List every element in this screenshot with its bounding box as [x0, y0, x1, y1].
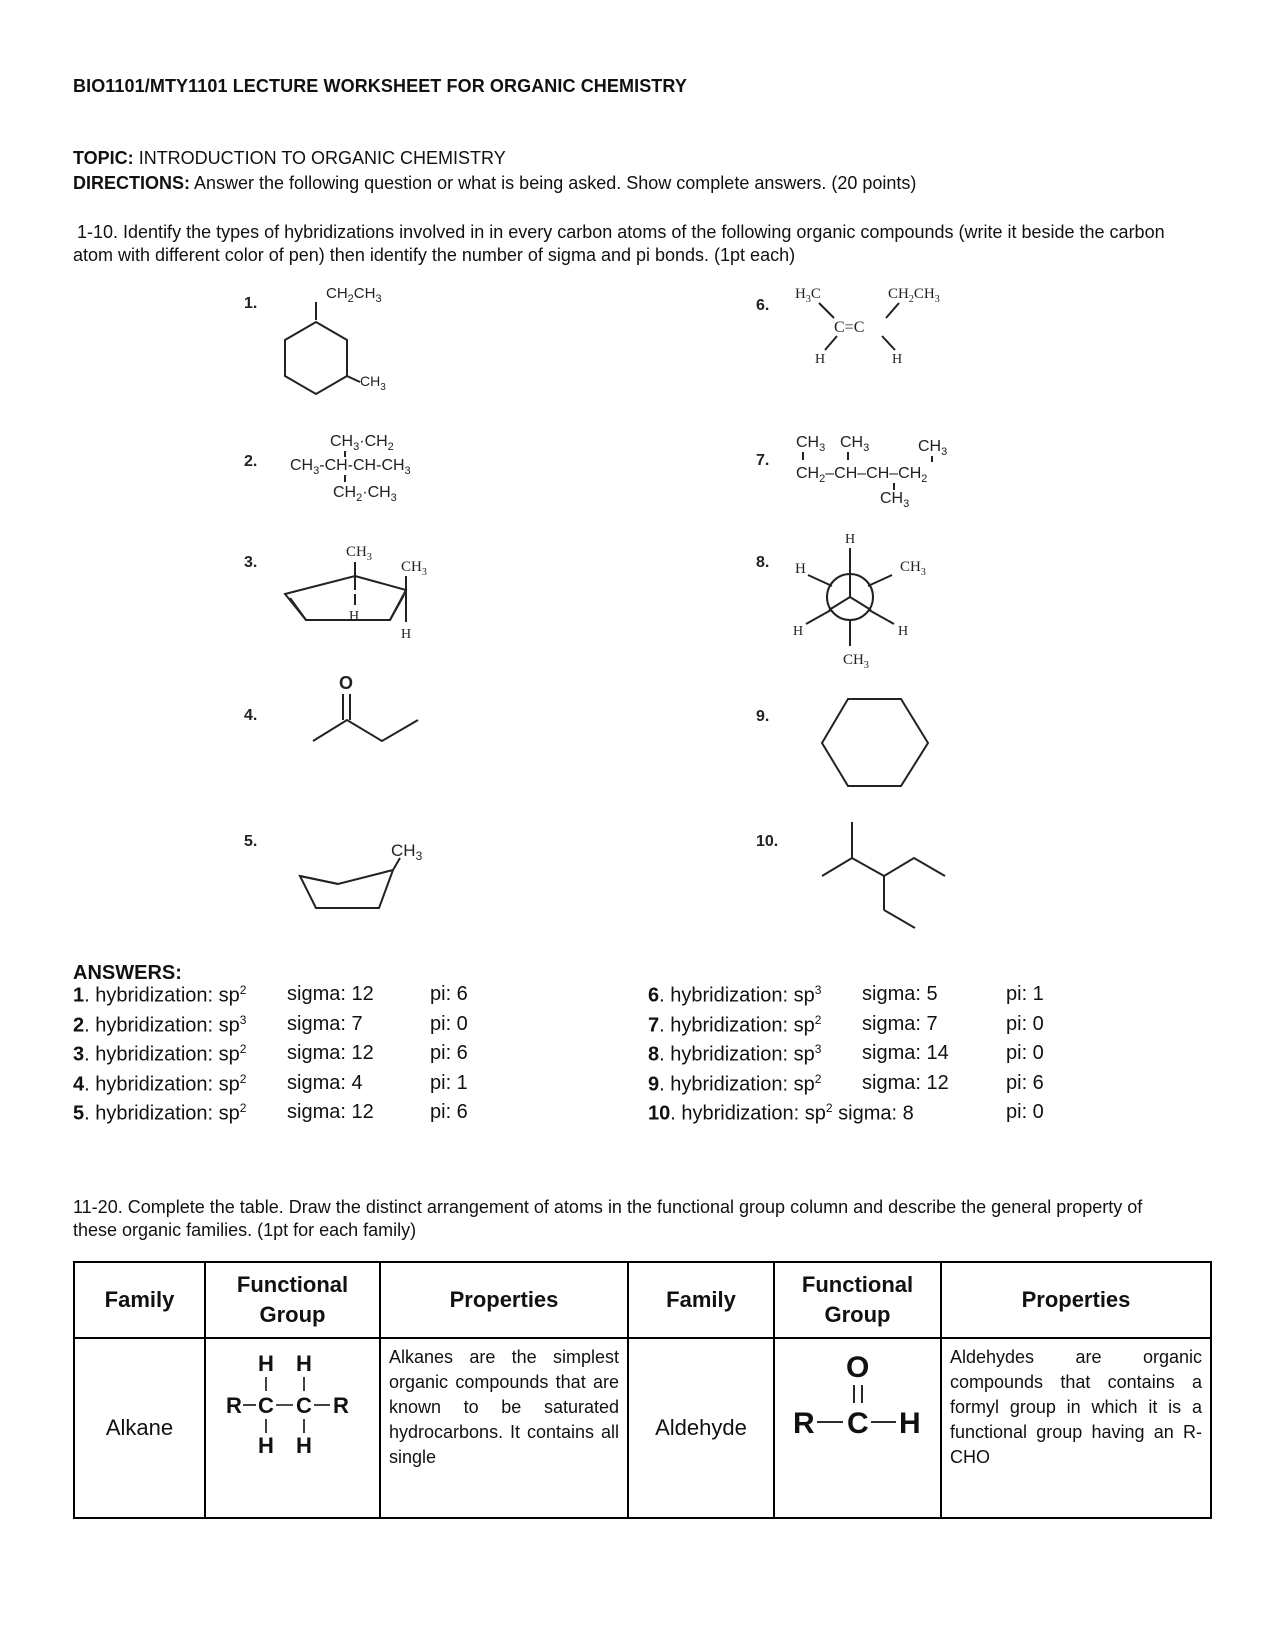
table-row	[74, 1338, 1211, 1518]
structure-3-number: 3.	[244, 554, 258, 571]
answer-hybridization: 4. hybridization: $sp^2$	[73, 1071, 247, 1096]
answer-hybridization: 8. hybridization: $sp^3$	[648, 1042, 822, 1066]
properties-aldehyde: Aldehydes are organic compounds that contains a formyl group in which it is a functional group having an R-CHO	[941, 1338, 1211, 1518]
answer-sigma: sigma: 12	[287, 1042, 374, 1064]
structure-5-number: 5.	[244, 833, 258, 850]
answer-pi: pi: 1	[1006, 983, 1044, 1005]
answer-sigma: sigma: 14	[862, 1042, 949, 1064]
structure-4-oxygen-label: O	[339, 673, 354, 693]
structure-1-top-label: $CH_2CH_3$	[326, 285, 382, 305]
structure-9	[756, 699, 928, 786]
part2-instructions: 11-20. Complete the table. Draw the distinct arrangement of atoms in the functional group column and describe the general property of these organic families. (1pt for each family)	[73, 1197, 1143, 1240]
structure-5-label: $CH_3$	[391, 841, 423, 863]
directions-text: Answer the following question or what is being asked. Show complete answers. (20 points)	[194, 173, 917, 193]
structure-6-h1-label: H	[815, 352, 826, 367]
structure-1-side-label: $CH_3$	[360, 373, 386, 393]
answer-hybridization: 2. hybridization: $sp^3$	[73, 1012, 247, 1037]
svg-text:C: C	[258, 1393, 274, 1418]
structure-10-number: 10.	[756, 833, 779, 850]
answer-sigma: sigma: 7	[862, 1012, 938, 1035]
svg-text:R: R	[226, 1393, 242, 1418]
svg-text:H: H	[296, 1351, 312, 1376]
structure-7-top3: $CH_3$	[918, 438, 948, 458]
answer-hybridization: 7. hybridization: $sp^2$	[648, 1012, 822, 1037]
answer-hybridization: 6. hybridization: $sp^3$	[648, 983, 822, 1007]
structure-10	[756, 822, 945, 928]
structure-8-top: H	[845, 532, 856, 547]
structure-1-number: 1.	[244, 295, 258, 312]
structure-8-bottom-right: H	[898, 624, 909, 639]
structure-8-bottom: $CH_3$	[843, 652, 869, 671]
answer-hybridization: 9. hybridization: $sp^2$	[648, 1071, 822, 1096]
header-functional-group-2: Functional Group	[774, 1262, 941, 1338]
structure-6-cc-label: C=C	[834, 319, 865, 336]
structure-5	[244, 833, 423, 908]
functional-group-alkane	[205, 1338, 380, 1518]
part1-instructions: 1-10. Identify the types of hybridizations involved in in every carbon atoms of the following organic compounds (write it beside the carbon atom with different color of pen) then identify the number of sigma and pi bonds. (1pt each)	[73, 222, 1165, 265]
worksheet-title: BIO1101/MTY1101 LECTURE WORKSHEET FOR ORGANIC CHEMISTRY	[73, 76, 687, 96]
structure-8	[756, 532, 926, 671]
answers-heading: ANSWERS:	[73, 962, 182, 984]
answer-sigma: sigma: 7	[287, 1012, 363, 1035]
header-properties-1: Properties	[380, 1262, 628, 1338]
structure-1	[244, 285, 386, 394]
answer-pi: pi: 0	[430, 1012, 468, 1035]
answer-pi: pi: 0	[1006, 1101, 1044, 1123]
svg-text:H: H	[258, 1351, 274, 1376]
svg-text:C: C	[847, 1407, 869, 1440]
structure-4	[244, 673, 418, 741]
topic-line	[73, 148, 506, 169]
topic-label: TOPIC:	[73, 148, 134, 168]
properties-alkane: Alkanes are the simplest organic compounds that are known to be saturated hydrocarbons. It contains all single	[380, 1338, 628, 1518]
structure-7-top2: $CH_3$	[840, 434, 870, 454]
header-functional-group-1: Functional Group	[205, 1262, 380, 1338]
structure-6-h2-label: H	[892, 352, 903, 367]
structure-6-ch2ch3-label: $CH_2CH_3$	[888, 286, 940, 305]
structure-2-top-label: $CH_3\cdot CH_2$	[330, 433, 394, 453]
svg-text:C: C	[296, 1393, 312, 1418]
structure-3	[244, 544, 427, 642]
structure-6	[756, 286, 940, 367]
structure-3-label-c: H	[349, 609, 360, 624]
functional-group-table	[73, 1261, 1212, 1519]
structure-2-number: 2.	[244, 453, 258, 470]
answer-sigma: sigma: 12	[287, 983, 374, 1005]
header-family-1: Family	[74, 1262, 205, 1338]
structure-3-label-b: $CH_3$	[401, 559, 427, 578]
svg-text:H: H	[296, 1433, 312, 1458]
structure-8-bottom-left: H	[793, 624, 804, 639]
structure-2-mid-label: $CH_3-CH-CH-CH_3$	[290, 457, 411, 477]
header-properties-2: Properties	[941, 1262, 1211, 1338]
answer-pi: pi: 0	[1006, 1012, 1044, 1035]
structure-3-label-a: $CH_3$	[346, 544, 372, 563]
structure-9-number: 9.	[756, 708, 770, 725]
header-family-2: Family	[628, 1262, 774, 1338]
svg-text:R: R	[333, 1393, 349, 1418]
structure-7-number: 7.	[756, 452, 770, 469]
answer-pi: pi: 6	[1006, 1071, 1044, 1094]
structure-7	[756, 434, 947, 510]
family-aldehyde: Aldehyde	[628, 1338, 774, 1518]
table-header-row	[74, 1262, 1211, 1338]
answer-sigma: sigma: 12	[287, 1101, 374, 1123]
answer-hybridization: 10. hybridization: $sp^2$ sigma: 8	[648, 1101, 914, 1125]
functional-group-aldehyde	[774, 1338, 941, 1518]
topic-value: INTRODUCTION TO ORGANIC CHEMISTRY	[138, 148, 506, 168]
answer-hybridization: 1. hybridization: $sp^2$	[73, 983, 247, 1007]
answer-pi: pi: 0	[1006, 1042, 1044, 1064]
svg-text:H: H	[258, 1433, 274, 1458]
structures-figure	[0, 270, 1275, 930]
answer-sigma: sigma: 12	[862, 1071, 949, 1094]
structure-7-top1: $CH_3$	[796, 434, 826, 454]
answer-hybridization: 3. hybridization: $sp^2$	[73, 1042, 247, 1066]
structure-7-bottom: $CH_3$	[880, 490, 910, 510]
answer-pi: pi: 1	[430, 1071, 468, 1094]
svg-text:H: H	[899, 1407, 921, 1440]
answer-pi: pi: 6	[430, 983, 468, 1005]
structure-6-h3c-label: $H_3C$	[795, 286, 821, 305]
answer-pi: pi: 6	[430, 1042, 468, 1064]
svg-text:O: O	[846, 1351, 870, 1384]
structure-8-top-right: $CH_3$	[900, 559, 926, 578]
structure-8-number: 8.	[756, 554, 770, 571]
aldehyde-structure	[775, 1343, 942, 1513]
svg-text:R: R	[793, 1407, 815, 1440]
structure-3-label-d: H	[401, 627, 412, 642]
answer-sigma: sigma: 4	[287, 1071, 363, 1094]
answer-sigma: sigma: 5	[862, 983, 938, 1005]
family-alkane: Alkane	[74, 1338, 205, 1518]
structure-7-mid: $CH_2-CH-CH-CH_2$	[796, 465, 928, 485]
structure-8-top-left: H	[795, 561, 806, 577]
alkane-structure	[206, 1343, 381, 1513]
answer-hybridization: 5. hybridization: $sp^2$	[73, 1101, 247, 1125]
directions-label: DIRECTIONS:	[73, 173, 190, 193]
answer-pi: pi: 6	[430, 1101, 468, 1123]
structure-2-bottom-label: $CH_2\cdot CH_3$	[333, 484, 397, 504]
structure-2	[244, 433, 411, 504]
directions-line	[73, 173, 916, 194]
structure-6-number: 6.	[756, 297, 770, 314]
structure-4-number: 4.	[244, 707, 258, 724]
